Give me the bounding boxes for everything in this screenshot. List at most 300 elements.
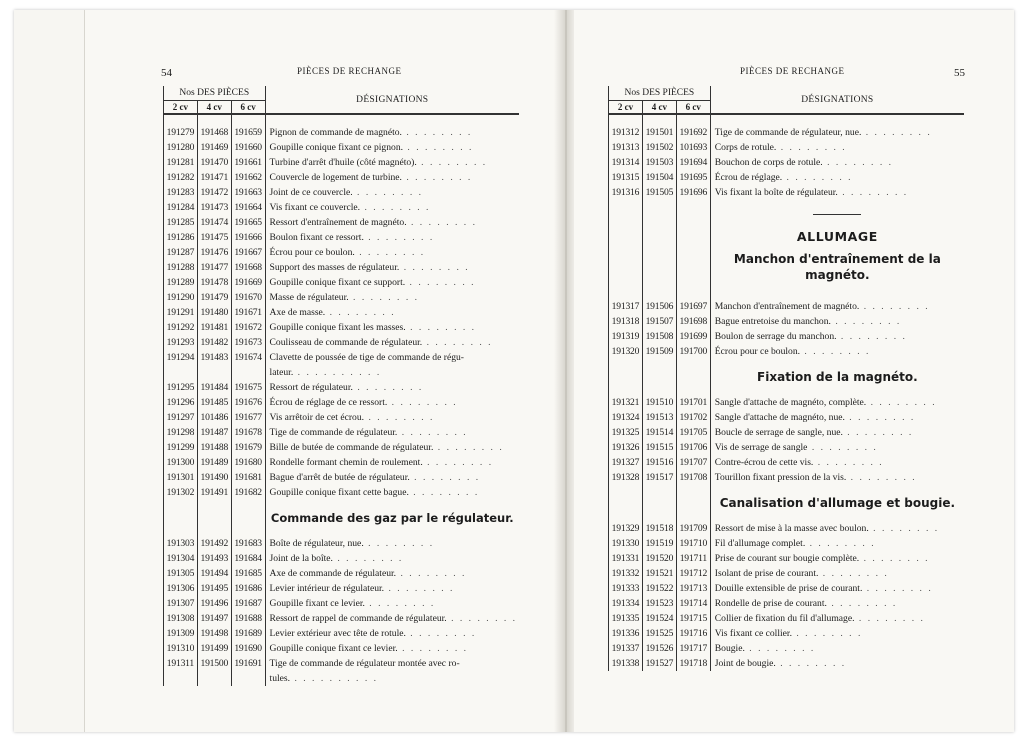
table-row — [164, 335, 520, 350]
table-row — [609, 185, 965, 200]
part-number-2cv: 191329 — [609, 521, 643, 536]
part-number-4cv: 101486 — [197, 410, 231, 425]
designation-text: Vis fixant la boîte de régulateur. — [714, 187, 838, 198]
designation-text: Isolant de prise de courant. — [714, 568, 819, 579]
spacer-cell — [265, 114, 519, 125]
designation-cell — [265, 626, 519, 641]
part-number-6cv: 191686 — [231, 581, 265, 596]
part-number-2cv: 191318 — [609, 314, 643, 329]
table-row — [609, 641, 965, 656]
table-row — [609, 140, 965, 155]
designation-text: Levier extérieur avec tête de rotule. — [269, 628, 406, 639]
designation-cell — [265, 215, 519, 230]
designation-text: Corps de rotule. — [714, 142, 777, 153]
designation-cell — [265, 275, 519, 290]
designation-text: Vis de serrage de sangle — [714, 442, 808, 453]
leader-dots: . . . . . . . . — [775, 658, 847, 669]
empty-number-cell — [197, 510, 231, 526]
part-number-6cv: 191662 — [231, 170, 265, 185]
part-number-6cv: 191697 — [676, 299, 710, 314]
leader-dots: . . . . . . . . — [776, 142, 847, 153]
part-number-2cv: 191321 — [609, 395, 643, 410]
table-row — [609, 455, 965, 470]
part-number-4cv: 191483 — [197, 350, 231, 365]
part-number-6cv: 191689 — [231, 626, 265, 641]
designation-text: Écrou pour ce boulon. — [269, 247, 355, 258]
part-number-2cv: 191314 — [609, 155, 643, 170]
spacer-cell — [197, 500, 231, 510]
designation-text: Tige de commande de régulateur montée avec ro- — [269, 658, 460, 669]
part-number-2cv: 191286 — [164, 230, 198, 245]
table-row — [164, 656, 520, 671]
spacer-cell — [676, 511, 710, 521]
designation-text: Sangle d'attache de magnéto, complète. — [714, 397, 867, 408]
designation-text: Joint de la boîte. — [269, 553, 333, 564]
designation-cell — [265, 125, 519, 140]
part-number-4cv: 191487 — [197, 425, 231, 440]
part-number-4cv: 191500 — [197, 656, 231, 671]
part-number-6cv: 191668 — [231, 260, 265, 275]
part-number-4cv: 191496 — [197, 596, 231, 611]
spacer-cell — [676, 200, 710, 210]
spacer-cell — [609, 289, 643, 299]
part-number-4cv: 191494 — [197, 566, 231, 581]
table-row — [609, 521, 965, 536]
designation-text: Goupille conique fixant les masses. — [269, 322, 406, 333]
leader-dots: . . . . . . . . — [332, 553, 404, 564]
part-number-2cv: 191293 — [164, 335, 198, 350]
designation-cell — [265, 350, 519, 365]
part-number-2cv: 191313 — [609, 140, 643, 155]
part-number-2cv: 191287 — [164, 245, 198, 260]
leader-dots: . . . . . . . . — [387, 397, 458, 408]
spacer-row — [609, 385, 965, 395]
designation-text: Goupille fixant ce levier. — [269, 598, 365, 609]
table-row — [609, 170, 965, 185]
part-number-6cv: 191716 — [676, 626, 710, 641]
empty-number-cell — [231, 671, 265, 686]
empty-number-cell — [164, 510, 198, 526]
leader-dots: . . . . . . . . — [405, 628, 477, 639]
part-number-6cv: 191679 — [231, 440, 265, 455]
header-col-2cv: 2 cv — [164, 101, 198, 115]
part-number-2cv: 191294 — [164, 350, 198, 365]
designation-cell — [265, 365, 519, 380]
leader-dots: . . . . . . . . — [822, 157, 894, 168]
designation-cell — [710, 626, 964, 641]
table-row — [609, 329, 965, 344]
part-number-2cv: 191311 — [164, 656, 198, 671]
designation-text: Goupille conique fixant cette bague. — [269, 487, 409, 498]
table-row — [164, 440, 520, 455]
designation-cell — [265, 170, 519, 185]
designation-text: Tige de commande de régulateur. — [269, 427, 398, 438]
leader-dots: . . . . . . . . — [363, 232, 435, 243]
spacer-cell — [710, 359, 964, 369]
section-title-commande-gaz: Commande des gaz par le régulateur. — [270, 511, 514, 525]
part-number-6cv: 191678 — [231, 425, 265, 440]
designation-text: Vis arrêtoir de cet écrou. — [269, 412, 365, 423]
empty-number-cell — [609, 210, 643, 219]
leader-dots: . . . . . . . . — [384, 583, 455, 594]
spacer-cell — [609, 511, 643, 521]
designation-cell — [265, 140, 519, 155]
leader-dots: . . . . . . . . — [405, 277, 476, 288]
part-number-4cv: 191525 — [642, 626, 676, 641]
spacer-row — [164, 526, 520, 536]
table-row — [609, 125, 965, 140]
designation-cell — [265, 671, 519, 686]
table-row — [609, 656, 965, 671]
spacer-cell — [676, 114, 710, 125]
spacer-row — [164, 500, 520, 510]
part-number-4cv: 191507 — [642, 314, 676, 329]
part-number-6cv: 191682 — [231, 485, 265, 500]
short-rule — [813, 214, 861, 215]
leader-dots: . . . . . . . . — [859, 301, 930, 312]
section-title-canalisation: Canalisation d'allumage et bougie. — [719, 496, 956, 510]
part-number-2cv: 191285 — [164, 215, 198, 230]
table-row — [164, 245, 520, 260]
empty-number-cell — [676, 495, 710, 511]
designation-text: Vis fixant ce couvercle. — [269, 202, 361, 213]
part-number-4cv: 191522 — [642, 581, 676, 596]
designation-text: Vis fixant ce collier. — [714, 628, 792, 639]
spacer-row — [609, 359, 965, 369]
part-number-2cv: 191310 — [164, 641, 198, 656]
designation-text: Goupille conique fixant ce support. — [269, 277, 406, 288]
designation-cell — [265, 470, 519, 485]
empty-number-cell — [609, 229, 643, 245]
part-number-6cv: 191665 — [231, 215, 265, 230]
part-number-6cv: 191673 — [231, 335, 265, 350]
spacer-cell — [231, 114, 265, 125]
part-number-4cv: 191476 — [197, 245, 231, 260]
designation-cell — [265, 260, 519, 275]
spacer-cell — [642, 219, 676, 229]
spacer-row — [609, 114, 965, 125]
part-number-4cv: 191495 — [197, 581, 231, 596]
header-group-label: Nos DES PIÈCES — [609, 86, 711, 101]
table-row — [164, 155, 520, 170]
designation-cell — [265, 485, 519, 500]
leader-dots: . . . . . . . . . . — [293, 367, 382, 378]
part-number-6cv: 191691 — [231, 656, 265, 671]
part-number-6cv: 191674 — [231, 350, 265, 365]
part-number-4cv: 191471 — [197, 170, 231, 185]
part-number-4cv: 191514 — [642, 425, 676, 440]
designation-text: Ressort d'entraînement de magnéto. — [269, 217, 407, 228]
designation-cell — [710, 125, 964, 140]
part-number-4cv: 191518 — [642, 521, 676, 536]
leader-dots: . . . . . . . . — [846, 472, 917, 483]
designation-cell — [710, 410, 964, 425]
part-number-2cv: 191312 — [609, 125, 643, 140]
spacer-cell — [710, 511, 964, 521]
empty-number-cell — [676, 369, 710, 385]
leader-dots: . . . . . . . . — [842, 427, 914, 438]
spacer-row — [609, 511, 965, 521]
spacer-cell — [609, 114, 643, 125]
spacer-cell — [642, 200, 676, 210]
spacer-cell — [676, 219, 710, 229]
part-number-2cv: 191299 — [164, 440, 198, 455]
leader-dots: . . . . . . . . — [397, 643, 469, 654]
designation-cell — [265, 155, 519, 170]
part-number-2cv: 191327 — [609, 455, 643, 470]
spacer-row — [609, 485, 965, 495]
part-number-2cv: 191336 — [609, 626, 643, 641]
part-number-4cv: 191479 — [197, 290, 231, 305]
part-number-6cv: 191711 — [676, 551, 710, 566]
part-number-4cv: 191488 — [197, 440, 231, 455]
leader-dots: . . . . . . . . — [401, 172, 473, 183]
leader-dots: . . . . . . . . — [854, 613, 925, 624]
part-number-6cv: 191696 — [676, 185, 710, 200]
part-number-6cv: 191699 — [676, 329, 710, 344]
table-row — [164, 290, 520, 305]
designation-text: Collier de fixation du fil d'allumage. — [714, 613, 855, 624]
part-number-2cv: 191284 — [164, 200, 198, 215]
part-number-4cv: 191472 — [197, 185, 231, 200]
spacer-cell — [710, 385, 964, 395]
table-row — [164, 380, 520, 395]
table-row — [609, 581, 965, 596]
part-number-6cv: 191677 — [231, 410, 265, 425]
spacer-cell — [231, 526, 265, 536]
table-row — [164, 305, 520, 320]
spacer-row — [609, 200, 965, 210]
part-number-2cv: 191292 — [164, 320, 198, 335]
header-designations: DÉSIGNATIONS — [265, 86, 519, 114]
leader-dots: . . . . . . . . — [405, 322, 477, 333]
designation-text: Bague d'arrêt de butée de régulateur. — [269, 472, 410, 483]
part-number-6cv: 191695 — [676, 170, 710, 185]
designation-text: Boucle de serrage de sangle, nue. — [714, 427, 843, 438]
designation-text: Écrou de réglage de ce ressort. — [269, 397, 388, 408]
part-number-2cv: 191301 — [164, 470, 198, 485]
table-row — [164, 581, 520, 596]
table-row — [164, 470, 520, 485]
table-row — [164, 641, 520, 656]
part-number-2cv: 191325 — [609, 425, 643, 440]
spacer-cell — [197, 114, 231, 125]
part-number-4cv: 191473 — [197, 200, 231, 215]
header-col-4cv: 4 cv — [197, 101, 231, 115]
part-number-4cv: 191484 — [197, 380, 231, 395]
part-number-6cv: 191671 — [231, 305, 265, 320]
spacer-cell — [710, 289, 964, 299]
table-row — [164, 320, 520, 335]
part-number-2cv: 191296 — [164, 395, 198, 410]
leader-dots: . . . . . . . . — [364, 412, 435, 423]
designation-cell — [710, 536, 964, 551]
part-number-2cv: 191309 — [164, 626, 198, 641]
empty-number-cell — [642, 495, 676, 511]
header-designations: DÉSIGNATIONS — [710, 86, 964, 114]
part-number-4cv: 191524 — [642, 611, 676, 626]
spacer-cell — [164, 526, 198, 536]
part-number-4cv: 191517 — [642, 470, 676, 485]
part-number-4cv: 191523 — [642, 596, 676, 611]
designation-text: Fil d'allumage complet. — [714, 538, 806, 549]
part-number-2cv: 191333 — [609, 581, 643, 596]
part-number-2cv: 191281 — [164, 155, 198, 170]
part-number-4cv: 191519 — [642, 536, 676, 551]
part-number-2cv: 191330 — [609, 536, 643, 551]
spacer-cell — [197, 526, 231, 536]
table-row — [164, 410, 520, 425]
part-number-6cv: 191710 — [676, 536, 710, 551]
designation-cell — [265, 596, 519, 611]
part-number-2cv: 191317 — [609, 299, 643, 314]
designation-text: Boulon de serrage du manchon. — [714, 331, 837, 342]
part-number-6cv: 191713 — [676, 581, 710, 596]
part-number-6cv: 191663 — [231, 185, 265, 200]
part-number-2cv: 191331 — [609, 551, 643, 566]
part-number-6cv: 191664 — [231, 200, 265, 215]
designation-cell — [710, 425, 964, 440]
designation-cell — [710, 329, 964, 344]
leader-dots: . . . . . . . . — [352, 187, 424, 198]
table-row — [164, 485, 520, 500]
part-number-2cv: 191283 — [164, 185, 198, 200]
designation-text: Couvercle de logement de turbine. — [269, 172, 402, 183]
spacer-cell — [642, 485, 676, 495]
part-number-4cv: 191508 — [642, 329, 676, 344]
designation-cell — [265, 335, 519, 350]
table-row — [164, 200, 520, 215]
spacer-cell — [642, 359, 676, 369]
designation-cell — [710, 551, 964, 566]
leader-dots: . . . . . . . . — [325, 307, 396, 318]
designation-text: Coulisseau de commande de régulateur. — [269, 337, 423, 348]
spacer-cell — [609, 200, 643, 210]
part-number-2cv: 191328 — [609, 470, 643, 485]
part-number-6cv: 191672 — [231, 320, 265, 335]
spacer-cell — [642, 114, 676, 125]
parts-table-right — [608, 86, 964, 671]
designation-cell — [265, 566, 519, 581]
part-number-2cv: 191289 — [164, 275, 198, 290]
leader-dots: . . . . . . . . — [422, 457, 494, 468]
part-number-6cv: 191701 — [676, 395, 710, 410]
table-row — [164, 611, 520, 626]
designation-cell — [265, 581, 519, 596]
table-row — [609, 299, 965, 314]
part-number-2cv: 191305 — [164, 566, 198, 581]
part-number-4cv: 191469 — [197, 140, 231, 155]
spacer-cell — [164, 114, 198, 125]
part-number-6cv: 191692 — [676, 125, 710, 140]
leader-dots: . . . . . . . . — [363, 538, 435, 549]
spacer-cell — [642, 385, 676, 395]
leader-dots: . . . . . . . . — [862, 583, 933, 594]
designation-text: Boulon fixant ce ressort. — [269, 232, 364, 243]
table-row — [609, 410, 965, 425]
part-number-2cv: 191326 — [609, 440, 643, 455]
part-number-4cv: 191502 — [642, 140, 676, 155]
running-head-right: PIÈCES DE RECHANGE — [740, 66, 845, 76]
empty-number-cell — [609, 495, 643, 511]
table-row-continuation — [164, 365, 520, 380]
part-number-4cv: 191513 — [642, 410, 676, 425]
part-number-4cv: 191493 — [197, 551, 231, 566]
leader-dots: . . . . . . . . — [861, 127, 932, 138]
part-number-4cv: 191489 — [197, 455, 231, 470]
part-number-4cv: 191526 — [642, 641, 676, 656]
designation-text: Axe de masse. — [269, 307, 326, 318]
designation-text: Manchon d'entraînement de magnéto. — [714, 301, 860, 312]
designation-cell — [710, 521, 964, 536]
leader-dots: . . . . . . . . — [406, 217, 477, 228]
designation-cell — [265, 536, 519, 551]
header-col-6cv: 6 cv — [231, 101, 265, 115]
designation-text: Contre-écrou de cette vis. — [714, 457, 814, 468]
separator-cell — [710, 210, 964, 219]
part-number-4cv: 191510 — [642, 395, 676, 410]
part-number-4cv: 191492 — [197, 536, 231, 551]
designation-text: Support des masses de régulateur. — [269, 262, 400, 273]
spacer-cell — [265, 500, 519, 510]
leader-dots: . . . . . . . . — [360, 202, 431, 213]
section-row — [609, 245, 965, 289]
designation-cell — [265, 656, 519, 671]
leader-dots: . . . . . . . . — [837, 187, 909, 198]
part-number-2cv: 191302 — [164, 485, 198, 500]
designation-cell — [265, 305, 519, 320]
table-row — [164, 140, 520, 155]
empty-number-cell — [197, 671, 231, 686]
designation-text: Masse de régulateur. — [269, 292, 349, 303]
part-number-6cv: 101693 — [676, 140, 710, 155]
spacer-cell — [676, 385, 710, 395]
leader-dots: . . . . . . . . — [800, 346, 871, 357]
part-number-2cv: 191332 — [609, 566, 643, 581]
table-row — [609, 566, 965, 581]
leader-dots: . . . . . . . . . . — [290, 673, 379, 684]
leader-dots: . . . . . . . . — [354, 247, 426, 258]
designation-cell — [710, 344, 964, 359]
leader-dots: . . . . . . . . — [364, 598, 436, 609]
empty-number-cell — [231, 510, 265, 526]
designation-cell — [265, 290, 519, 305]
designation-text: Goupille conique fixant ce levier. — [269, 643, 398, 654]
designation-cell — [265, 410, 519, 425]
part-number-2cv: 191338 — [609, 656, 643, 671]
table-row — [609, 440, 965, 455]
spacer-row — [164, 114, 520, 125]
designation-text: Bague entretoise du manchon. — [714, 316, 831, 327]
book-spread — [14, 10, 1014, 732]
designation-cell — [710, 470, 964, 485]
part-number-2cv: 191297 — [164, 410, 198, 425]
designation-text: Clavette de poussée de tige de commande de régu- — [269, 352, 464, 363]
spacer-cell — [609, 385, 643, 395]
designation-cell — [710, 395, 964, 410]
designation-text: Tige de commande de régulateur, nue. — [714, 127, 862, 138]
part-number-6cv: 191709 — [676, 521, 710, 536]
designation-cell — [710, 185, 964, 200]
part-number-6cv: 191717 — [676, 641, 710, 656]
leader-dots: . . . . . . . . — [791, 628, 863, 639]
designation-text: Écrou de réglage. — [714, 172, 783, 183]
section-row — [609, 495, 965, 511]
section-row — [609, 369, 965, 385]
part-number-2cv: 191290 — [164, 290, 198, 305]
leader-dots: . . . . . . . . — [805, 538, 876, 549]
designation-text: Pignon de commande de magnéto. — [269, 127, 402, 138]
